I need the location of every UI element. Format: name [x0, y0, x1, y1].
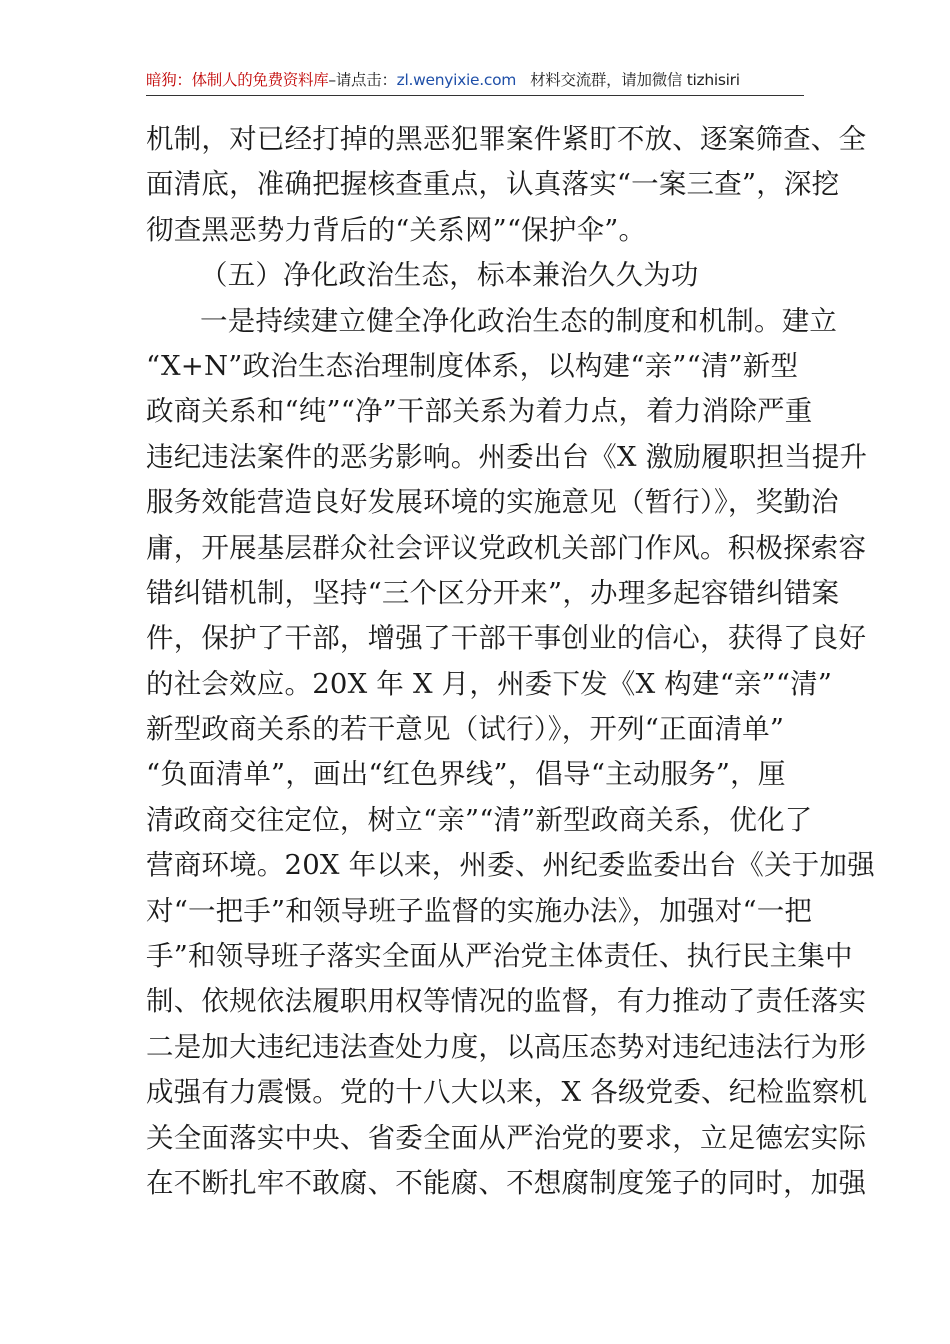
body-line: 政商关系和“纯”“净”干部关系为着力点，着力消除严重: [146, 395, 813, 428]
body-line: 新型政商关系的若干意见（试行）》，开列“正面清单”: [146, 713, 785, 746]
header-click-prompt: –请点击：: [328, 71, 397, 89]
body-line: 对“一把手”和领导班子监督的实施办法》，加强对“一把: [146, 894, 813, 927]
body-line: 庸，开展基层群众社会评议党政机关部门作风。积极探索容: [146, 531, 867, 564]
body-line: 错纠错机制，坚持“三个区分开来”，办理多起容错纠错案: [146, 576, 840, 609]
body-line: 机制，对已经打掉的黑恶犯罪案件紧盯不放、逐案筛查、全: [146, 123, 867, 155]
section-heading: （五）净化政治生态，标本兼治久久为功: [200, 259, 699, 292]
body-line: 制、依规依法履职用权等情况的监督，有力推动了责任落实: [146, 985, 867, 1018]
body-line: 关全面落实中央、省委全面从严治党的要求，立足德宏实际: [146, 1121, 867, 1154]
body-line: 手”和领导班子落实全面从严治党主体责任、执行民主集中: [146, 940, 853, 973]
body-line: 营商环境。20X 年以来，州委、州纪委监委出台《关于加强: [146, 849, 875, 882]
body-line: “负面清单”，画出“红色界线”，倡导“主动服务”，厘: [146, 758, 786, 791]
body-line: 在不断扎牢不敢腐、不能腐、不想腐制度笼子的同时，加强: [146, 1166, 867, 1199]
body-line: 件，保护了干部，增强了干部干事创业的信心，获得了良好: [146, 622, 867, 655]
body-line: 彻查黑恶势力背后的“关系网”“保护伞”。: [146, 213, 647, 246]
paragraph-start-line: 一是持续建立健全净化政治生态的制度和机制。建立: [200, 304, 838, 337]
header-divider: [146, 95, 804, 96]
body-line: 成强有力震慑。党的十八大以来，X 各级党委、纪检监察机: [146, 1076, 868, 1109]
body-line: 违纪违法案件的恶劣影响。州委出台《X 激励履职担当提升: [146, 440, 868, 473]
header-url-link[interactable]: zl.wenyixie.com: [396, 71, 517, 89]
body-line: 清政商交往定位，树立“亲”“清”新型政商关系，优化了: [146, 803, 813, 836]
document-body: [146, 117, 875, 1206]
body-line: 的社会效应。20X 年 X 月，州委下发《X 构建“亲”“清”: [146, 667, 833, 700]
body-line: 面清底，准确把握核查重点，认真落实“一案三查”，深挖: [146, 168, 840, 201]
body-line: “X+N”政治生态治理制度体系，以构建“亲”“清”新型: [146, 349, 799, 382]
body-line: 二是加大违纪违法查处力度，以高压态势对违纪违法行为形: [146, 1030, 867, 1063]
body-line: 服务效能营造良好发展环境的实施意见（暂行）》，奖勤治: [146, 486, 839, 519]
page-header: [146, 68, 804, 92]
header-site-name: 暗狗：体制人的免费资料库: [146, 71, 329, 89]
header-contact: 材料交流群，请加微信 tizhisiri: [530, 71, 740, 89]
